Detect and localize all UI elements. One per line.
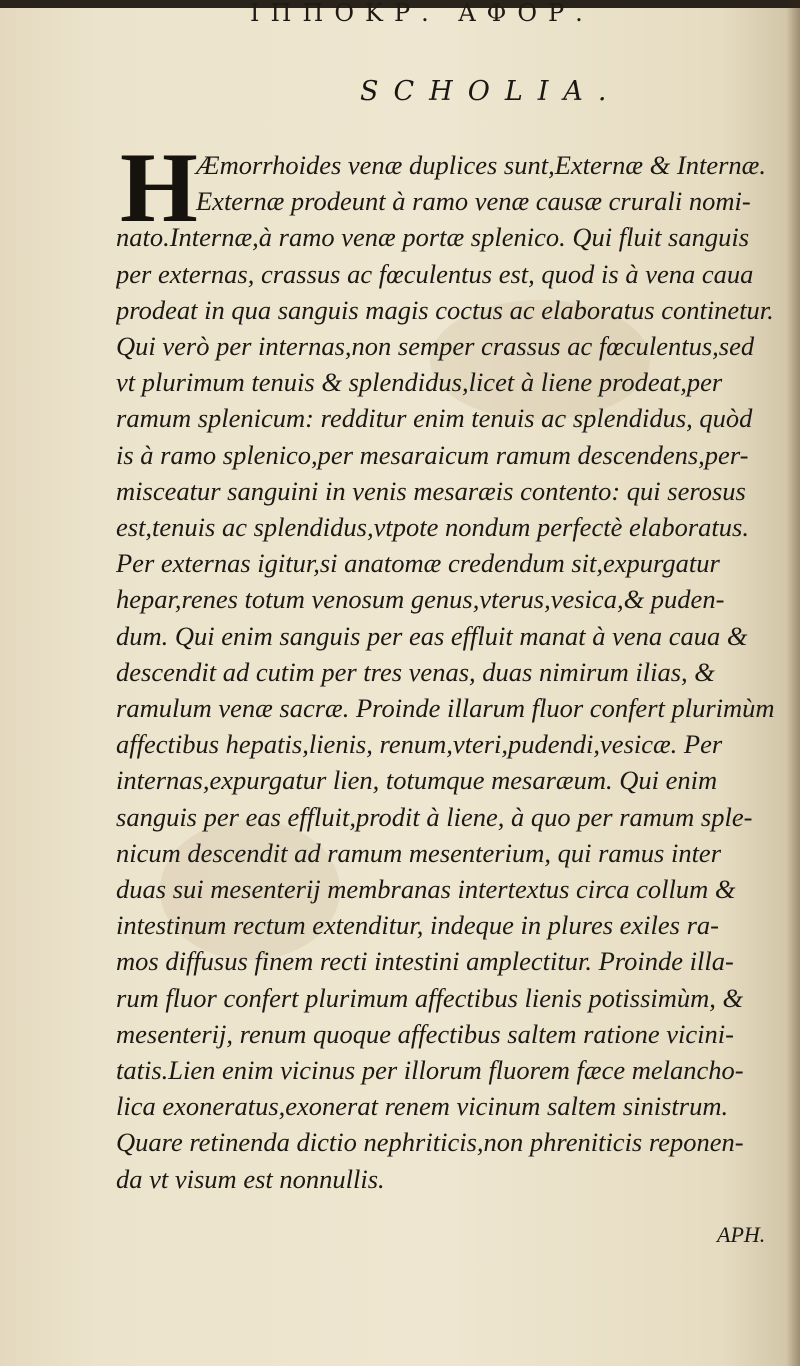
- text-line: is à ramo splenico,per mesaraicum ramum descendens,per-: [116, 439, 749, 470]
- text-line: mos diffusus finem recti intestini amplectitur. Proinde illa-: [116, 946, 734, 977]
- text-line: nicum descendit ad ramum mesenterium, qui ramus inter: [116, 837, 722, 868]
- text-line: nato.Internæ,à ramo venæ portæ splenico. Qui fluit sanguis: [116, 222, 750, 253]
- text-line: misceatur sanguini in venis mesaræis contento: qui serosus: [116, 475, 746, 506]
- text-line: est,tenuis ac splendidus,vtpote nondum perfectè elaboratus.: [116, 512, 749, 543]
- text-line: Quare retinenda dictio nephriticis,non phreniticis reponen-: [116, 1127, 744, 1158]
- text-line: intestinum rectum extenditur, indeque in plures exiles ra-: [116, 910, 719, 941]
- text-line: Qui verò per internas,non semper crassus ac fœculentus,sed: [116, 331, 755, 362]
- text-line: hepar,renes totum venosum genus,vterus,vesica,& puden-: [116, 584, 725, 615]
- text-line: ramum splenicum: redditur enim tenuis ac splendidus, quòd: [116, 403, 753, 434]
- catchword: APH.: [717, 1222, 766, 1247]
- text-line: mesenterij, renum quoque affectibus saltem ratione vicini-: [116, 1018, 734, 1049]
- text-line: ramulum venæ sacræ. Proinde illarum fluor confert plurimùm: [116, 693, 775, 724]
- section-title: SCHOLIA.: [360, 76, 622, 107]
- text-line: dum. Qui enim sanguis per eas effluit manat à vena caua &: [116, 620, 748, 651]
- running-head: ΙΠΠΟΚΡ. ΑΦΟΡ.: [250, 2, 594, 24]
- text-line: Per externas igitur,si anatomæ credendum sit,expurgatur: [116, 548, 720, 579]
- text-line: da vt visum est nonnullis.: [116, 1163, 385, 1194]
- text-line: affectibus hepatis,lienis, renum,vteri,pudendi,vesicæ. Per: [116, 729, 723, 760]
- text-line: per externas, crassus ac fœculentus est, quod is à vena caua: [116, 258, 754, 289]
- text-line: prodeat in qua sanguis magis coctus ac elaboratus continetur.: [116, 294, 774, 325]
- text-line: rum fluor confert plurimum affectibus lienis potissimùm, &: [116, 982, 744, 1013]
- text-line: Externæ prodeunt à ramo venæ causæ crurali nomi-: [196, 186, 751, 217]
- text-line: descendit ad cutim per tres venas, duas nimirum ilias, &: [116, 656, 715, 687]
- text-line: tatis.Lien enim vicinus per illorum fluorem fæce melancho-: [116, 1055, 744, 1086]
- text-line: sanguis per eas effluit,prodit à liene, à quo per ramum sple-: [116, 801, 753, 832]
- text-line: vt plurimum tenuis & splendidus,licet à liene prodeat,per: [116, 367, 723, 398]
- text-line: internas,expurgatur lien, totumque mesaræum. Qui enim: [116, 765, 718, 796]
- scholia-body-text: [116, 132, 796, 1197]
- drop-cap: H: [120, 132, 198, 243]
- text-line: duas sui mesenterij membranas intertextus circa collum &: [116, 874, 736, 905]
- text-line: Æmorrhoides venæ duplices sunt,Externæ & Internæ.: [196, 150, 766, 180]
- text-line: lica exoneratus,exonerat renem vicinum saltem sinistrum.: [116, 1091, 729, 1122]
